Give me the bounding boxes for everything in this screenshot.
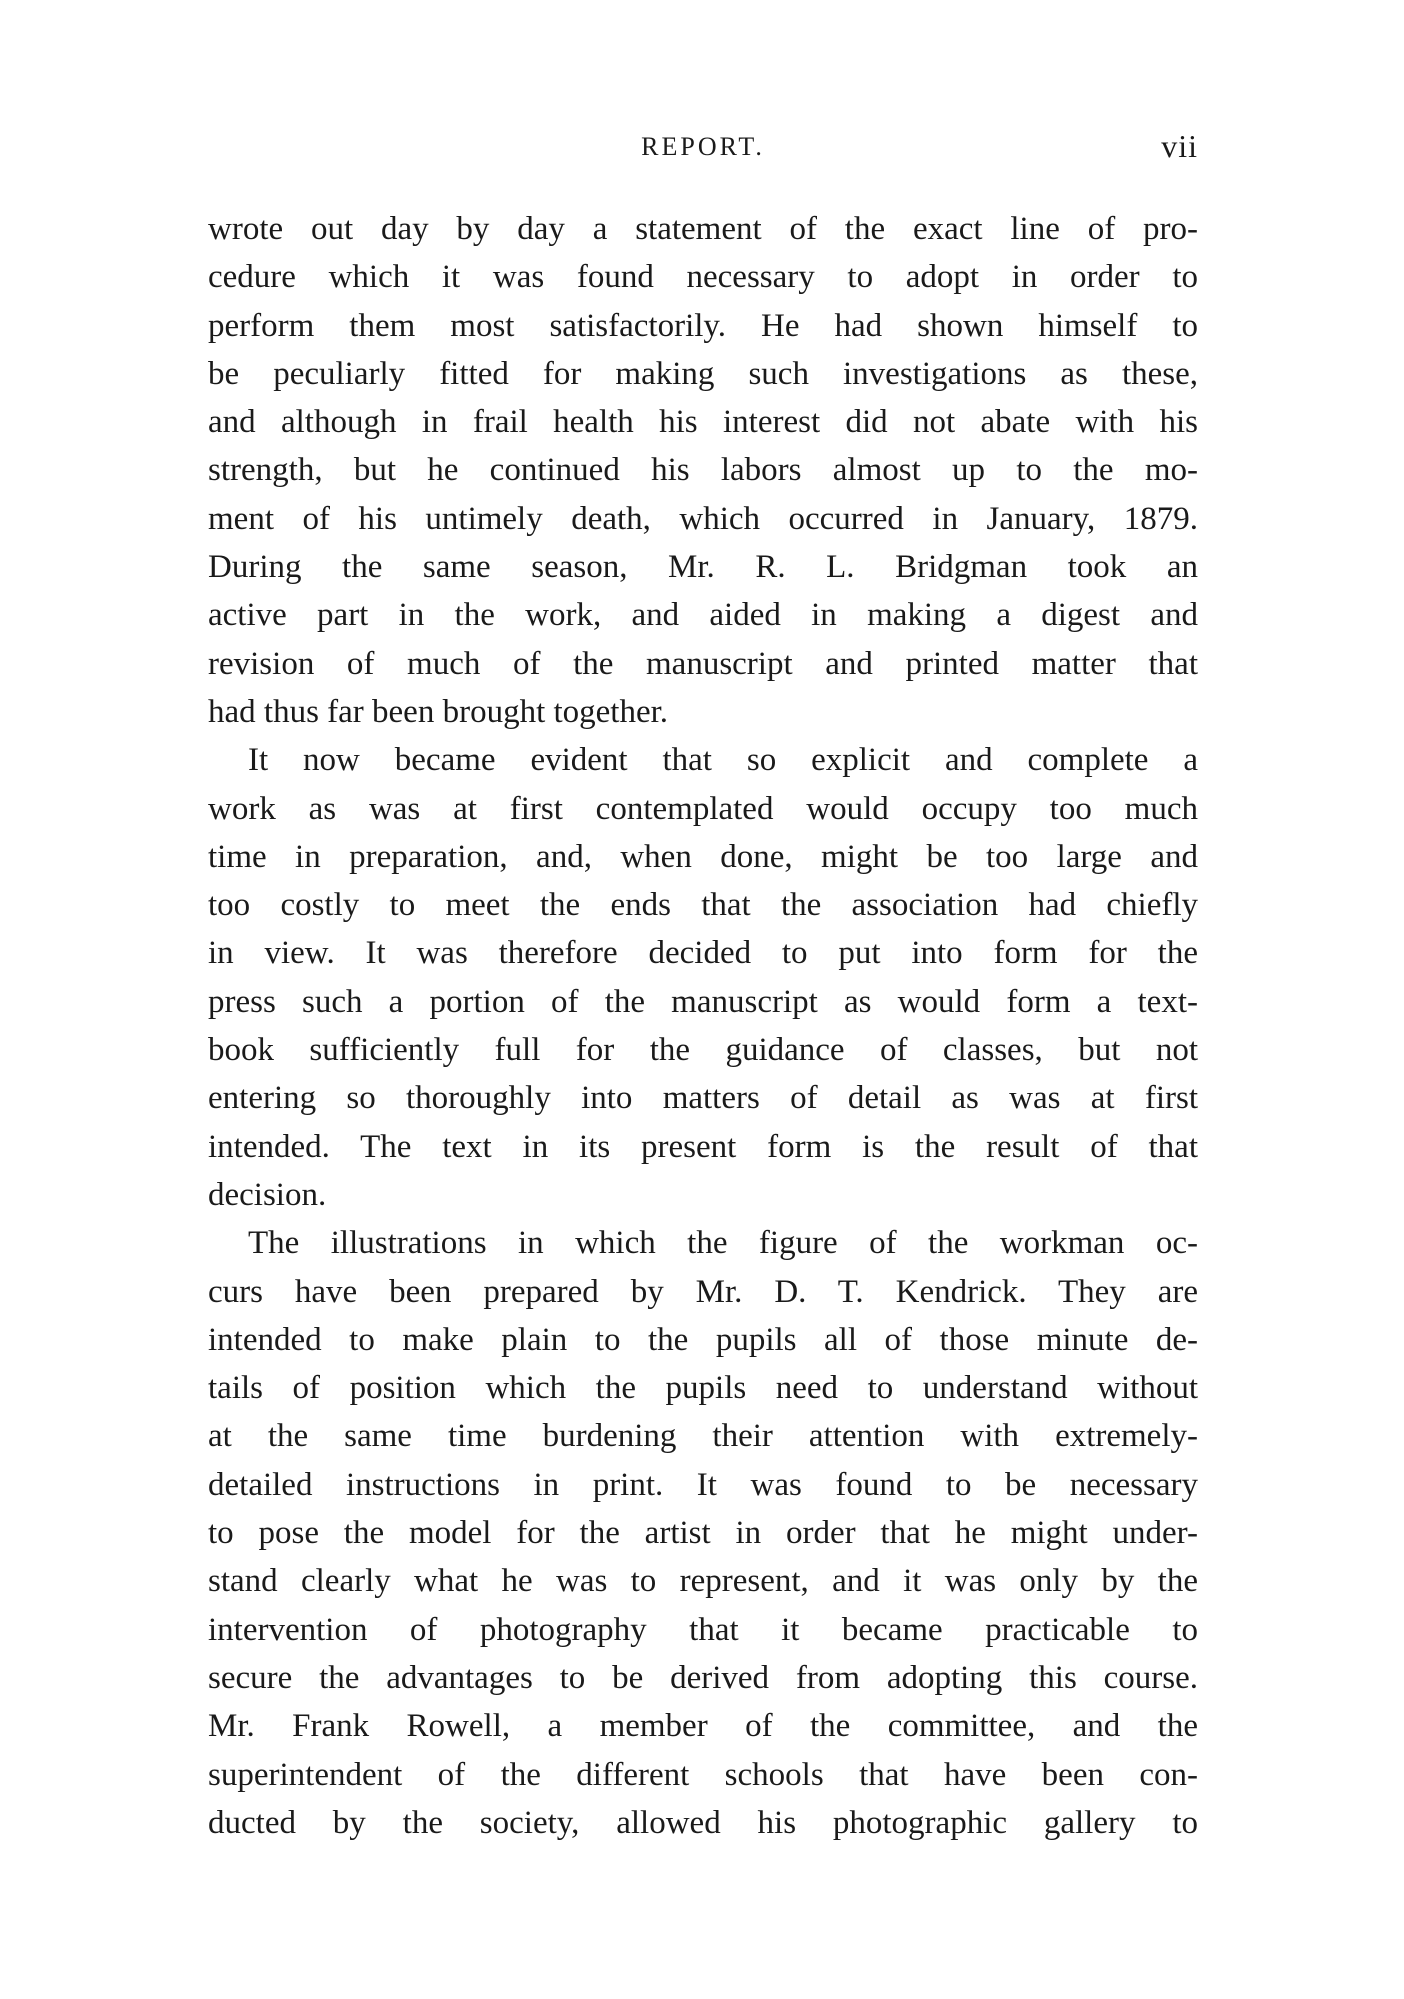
text-line: press such a portion of the manuscript as would form a text- — [208, 983, 1198, 1020]
body-text — [208, 205, 1198, 1847]
paragraph-3 — [208, 1219, 1198, 1847]
running-title: REPORT. — [641, 132, 765, 161]
text-line: perform them most satisfactorily. He had shown himself to — [208, 307, 1198, 344]
text-line: intervention of photography that it became practicable to — [208, 1611, 1198, 1648]
text-line: time in preparation, and, when done, might be too large and — [208, 838, 1198, 875]
text-line: in view. It was therefore decided to put into form for the — [208, 935, 1198, 972]
text-line: Mr. Frank Rowell, a member of the committee, and the — [208, 1708, 1198, 1745]
text-line: strength, but he continued his labors almost up to the mo- — [208, 452, 1198, 489]
text-line: detailed instructions in print. It was found to be necessary — [208, 1466, 1198, 1503]
text-line: entering so thoroughly into matters of detail as was at first — [208, 1080, 1198, 1117]
text-line: be peculiarly fitted for making such investigations as these, — [208, 355, 1198, 392]
text-line: tails of position which the pupils need to understand without — [208, 1370, 1198, 1407]
paragraph-2 — [208, 736, 1198, 1219]
text-line: to pose the model for the artist in order that he might under- — [208, 1515, 1198, 1552]
text-line: It now became evident that so explicit and complete a — [248, 742, 1198, 779]
text-line: cedure which it was found necessary to adopt in order to — [208, 259, 1198, 296]
text-line: and although in frail health his interest did not abate with his — [208, 404, 1198, 441]
text-line: revision of much of the manuscript and printed matter that — [208, 645, 1198, 682]
paragraph-1 — [208, 205, 1198, 736]
page-number: vii — [1161, 128, 1198, 164]
text-line: The illustrations in which the figure of the workman oc- — [248, 1225, 1198, 1262]
text-line: wrote out day by day a statement of the exact line of pro- — [208, 211, 1198, 247]
text-line: work as was at first contemplated would occupy too much — [208, 790, 1198, 827]
text-line: had thus far been brought together. — [208, 693, 669, 730]
text-line: curs have been prepared by Mr. D. T. Kendrick. They are — [208, 1273, 1198, 1310]
text-line: ducted by the society, allowed his photographic gallery to — [208, 1804, 1198, 1841]
text-line: ment of his untimely death, which occurred in January, 1879. — [208, 500, 1198, 537]
text-line: intended. The text in its present form is the result of that — [208, 1128, 1198, 1165]
text-line: at the same time burdening their attention with extremely- — [208, 1418, 1198, 1455]
running-head — [208, 128, 1198, 172]
text-line: During the same season, Mr. R. L. Bridgman took an — [208, 549, 1198, 586]
text-line: superintendent of the different schools that have been con- — [208, 1756, 1198, 1793]
text-line: too costly to meet the ends that the association had chiefly — [208, 887, 1198, 924]
text-line: intended to make plain to the pupils all of those minute de- — [208, 1321, 1198, 1358]
text-line: decision. — [208, 1176, 327, 1213]
text-line: stand clearly what he was to represent, and it was only by the — [208, 1563, 1198, 1600]
text-line: secure the advantages to be derived from adopting this course. — [208, 1659, 1198, 1696]
text-line: book sufficiently full for the guidance of classes, but not — [208, 1032, 1198, 1069]
text-line: active part in the work, and aided in making a digest and — [208, 597, 1198, 634]
